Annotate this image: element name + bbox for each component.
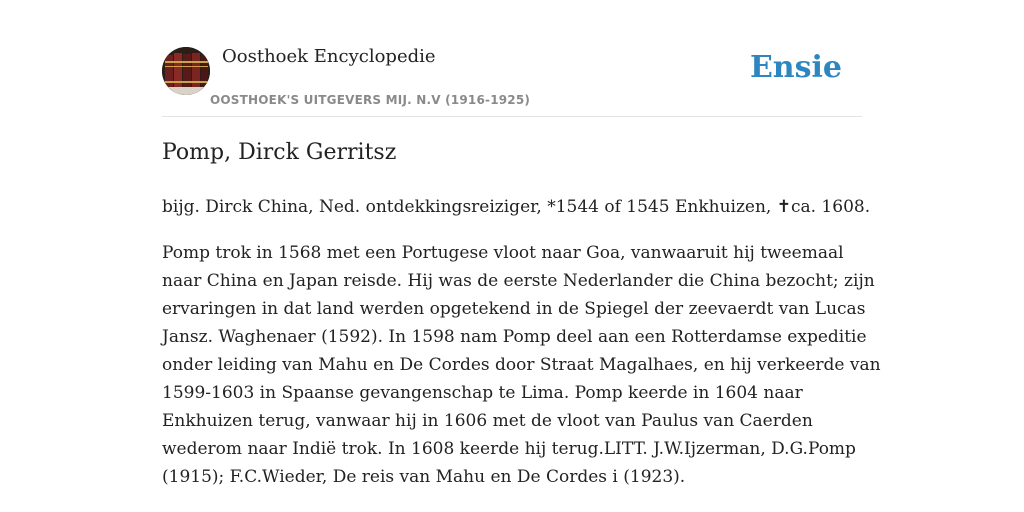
source-name[interactable]: Oosthoek Encyclopedie — [222, 46, 436, 67]
body-line: Enkhuizen terug, vanwaar hij in 1606 met de vloot van Paulus van Caerden — [162, 411, 813, 431]
body-line: naar China en Japan reisde. Hij was de eerste Nederlander die China bezocht; zijn — [162, 271, 875, 291]
encyclopedia-books-icon[interactable] — [162, 47, 210, 95]
body-line: Jansz. Waghenaer (1592). In 1598 nam Pomp deel aan een Rotterdamse expeditie — [162, 327, 867, 347]
body-line: Pomp trok in 1568 met een Portugese vloot naar Goa, vanwaaruit hij tweemaal — [162, 243, 844, 263]
body-line: wederom naar Indië trok. In 1608 keerde hij terug.LITT. J.W.Ijzerman, D.G.Pomp — [162, 439, 856, 459]
body-line: 1599-1603 in Spaanse gevangenschap te Lima. Pomp keerde in 1604 naar — [162, 383, 803, 403]
body-line: (1915); F.C.Wieder, De reis van Mahu en De Cordes i (1923). — [162, 467, 686, 487]
ensie-logo[interactable]: Ensie — [749, 50, 842, 85]
source-header — [162, 46, 862, 117]
body-line: ervaringen in dat land werden opgetekend in de Spiegel der zeevaerdt van Lucas — [162, 299, 866, 319]
page-title: Pomp, Dirck Gerritsz — [162, 140, 397, 165]
publisher-label: OOSTHOEK'S UITGEVERS MIJ. N.V (1916-1925) — [210, 93, 531, 107]
body-line: onder leiding van Mahu en De Cordes door Straat Magalhaes, en hij verkeerde van — [162, 355, 881, 375]
article-lead: bijg. Dirck China, Ned. ontdekkingsreiziger, *1544 of 1545 Enkhuizen, ✝ca. 1608. — [162, 197, 871, 217]
article-body — [162, 239, 881, 491]
